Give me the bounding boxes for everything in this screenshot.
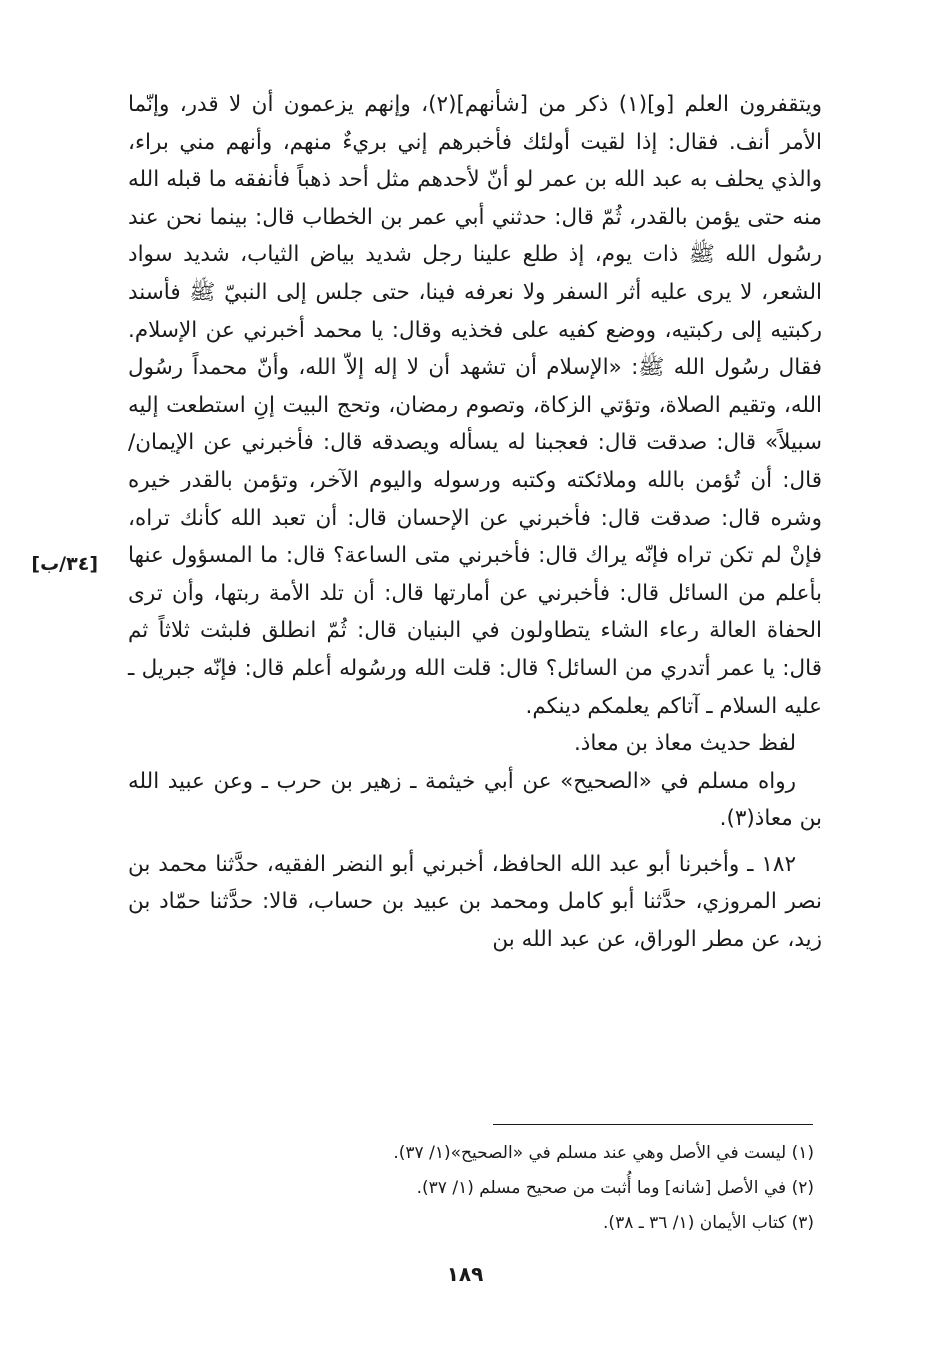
footnote-3: (٣) كتاب الأيمان (١/ ٣٦ ـ ٣٨).	[603, 1213, 814, 1233]
footnote-2: (٢) في الأصل [شانه] وما أُثبت من صحيح مسلم (١/ ٣٧).	[416, 1178, 814, 1198]
attribution-line: لفظ حديث معاذ بن معاذ.	[573, 731, 796, 757]
narration-source-paragraph: رواه مسلم في «الصحيح» عن أبي خيثمة ـ زهير بن حرب ـ وعن عبيد الله بن معاذ(٣).	[128, 768, 822, 832]
footnote-separator	[493, 1124, 813, 1125]
manuscript-folio-marker: [٣٤/ب]	[31, 553, 98, 575]
hadith-182-paragraph: ١٨٢ ـ وأخبرنا أبو عبد الله الحافظ، أخبرني أبو النضر الفقيه، حدَّثنا محمد بن نصر المروزي، حدَّثنا أبو كامل ومحمد بن عبيد بن حساب، قالا: حدَّثنا حمّاد بن زيد، عن مطر الوراق، عن عبد الله بن	[128, 851, 822, 953]
footnote-1: (١) ليست في الأصل وهي عند مسلم في «الصحيح»(١/ ٣٧).	[393, 1143, 814, 1163]
page-number: ١٨٩	[446, 1262, 484, 1286]
main-text	[128, 86, 822, 959]
hadith-paragraph: ويتقفرون العلم [و](١) ذكر من [شأنهم](٢)، وإنهم يزعمون أن لا قدر، وإنّما الأمر أنف. فقال: إذا لقيت أولئك فأخبرهم إني بريءٌ منهم، وأنهم مني براء، والذي يحلف به عبد الله بن عمر لو أنّ لأحدهم مثل أحد ذهباً فأنفقه ما قبله الله منه حتى يؤمن بالقدر، ثُمّ قال: حدثني أبي عمر بن الخطاب قال: بينما نحن عند رسُول الله ﷺ ذات يوم، إذ طلع علينا رجل شديد بياض الثياب، شديد سواد الشعر، لا يرى عليه أثر السفر ولا نعرفه فينا، حتى جلس إلى النبيّ ﷺ فأسند ركبتيه إلى ركبتيه، ووضع كفيه على فخذيه وقال: يا محمد أخبرني عن الإسلام. فقال رسُول الله ﷺ: «الإسلام أن تشهد أن لا إله إلاّ الله، وأنّ محمداً رسُول الله، وتقيم الصلاة، وتؤتي الزكاة، وتصوم رمضان، وتحج البيت إنِ استطعت إليه سبيلاً» قال: صدقت قال: فعجبنا له يسأله ويصدقه قال: فأخبرني عن الإيمان/ قال: أن تُؤمن بالله وملائكته وكتبه ورسوله واليوم الآخر، وتؤمن بالقدر خيره وشره قال: صدقت قال: فأخبرني عن الإحسان قال: أن تعبد الله كأنك تراه، فإنْ لم تكن تراه فإنّه يراك قال: فأخبرني متى الساعة؟ قال: ما المسؤول عنها بأعلم من السائل قال: فأخبرني عن أمارتها قال: أن تلد الأمة ربتها، وأن ترى الحفاة العالة رعاء الشاء يتطاولون في البنيان قال: ثُمّ انطلق فلبثت ثلاثاً ثم قال: يا عمر أتدري من السائل؟ قال: قلت الله ورسُوله أعلم قال: فإنّه جبريل ـ عليه السلام ـ آتاكم يعلمكم دينكم.	[128, 92, 822, 719]
footnotes	[300, 1136, 814, 1241]
